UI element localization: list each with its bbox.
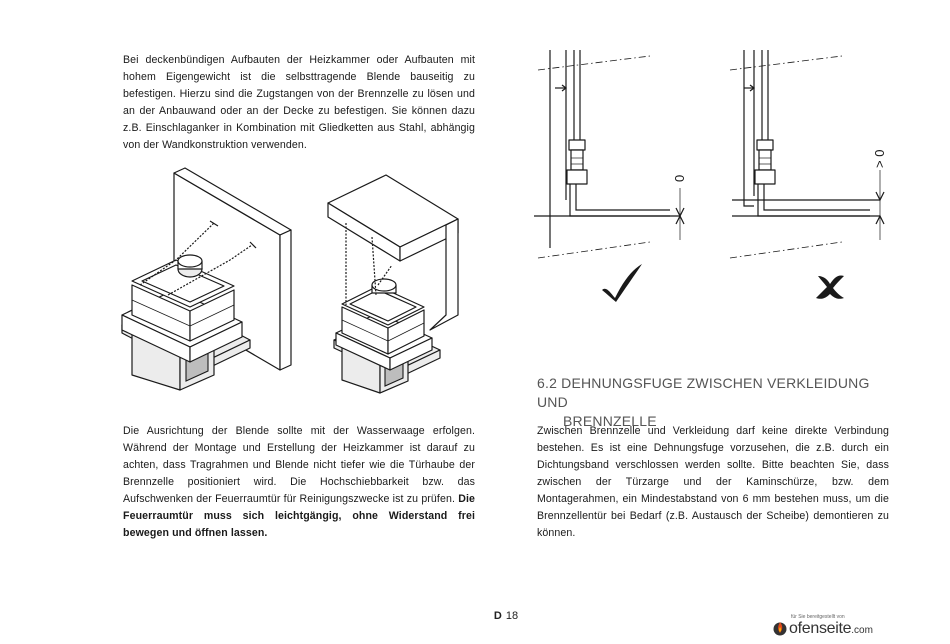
- wrong-detail: [730, 50, 887, 258]
- alignment-text: Die Ausrichtung der Blende sollte mit der Wasserwaage erfolgen. Während der Montage und Erstellung der Heizkammer ist darauf zu achten, dass Tragrahmen und Blende nicht tiefer wie die Türhaube der Brennzelle positioniert wird. Die Hochschiebbarkeit bzw. das Aufschwenken der Feuerraumtür für Reinigungszwecke ist zu prüfen.: [123, 425, 475, 505]
- door-warning-text: Die Feuerraumtür muss sich leichtgängig, ohne Widerstand frei bewegen und öffnen lassen.: [123, 493, 475, 539]
- ceiling-anchor-figure: [328, 175, 458, 393]
- alignment-paragraph: [123, 423, 475, 542]
- dim-zero-label: 0: [672, 174, 687, 182]
- heading-line-1: 6.2 DEHNUNGSFUGE ZWISCHEN VERKLEIDUNG UND: [537, 375, 870, 410]
- heading-line-2: BRENNZELLE: [563, 413, 657, 429]
- cross-mark-icon: [816, 275, 844, 298]
- wall-anchor-figure: [122, 168, 291, 390]
- dim-greater-zero-label: > 0: [872, 149, 887, 168]
- check-mark-icon: [602, 264, 642, 302]
- page-number-value: 18: [505, 610, 519, 622]
- intro-paragraph: Bei deckenbündigen Aufbauten der Heizkammer oder Aufbauten mit hohem Eigengewicht ist die selbsttragende Blende bauseitig zu befestigen. Hierzu sind die Zugstangen von der Brennzelle zu lösen und an der Anbauwand oder an der Decke zu befestigen. Sie können dazu z.B. Einschlaganker in Kombination mit Gliedketten aus Stahl, abhängig von der Wandkonstruktion verwenden.: [123, 54, 475, 151]
- expansion-joint-paragraph: Zwischen Brennzelle und Verkleidung darf keine direkte Verbindung bestehen. Es ist eine Dehnungsfuge vorzusehen, die z.B. durch ein Dichtungsband verschlossen werden sollte. Bitte beachten Sie, dass zwischen der Türzarge und der Kaminschürze, bzw. dem Montagerahmen, ein Mindestabstand von 6 mm bestehen muss, um die Brennzellentür bei Bedarf (z.B. Austausch der Scheibe) demontieren zu können.: [537, 425, 889, 539]
- brand-tagline: für Sie bereitgestellt von: [791, 614, 845, 620]
- page-label: D: [493, 610, 502, 622]
- expansion-joint-diagram: [530, 40, 900, 310]
- brand-tld: .com: [851, 625, 873, 636]
- brand-name: ofenseite: [789, 620, 852, 637]
- flame-icon: [773, 620, 787, 636]
- installation-illustration: [110, 165, 490, 395]
- brand-logo: [773, 614, 943, 640]
- correct-detail: [534, 50, 687, 258]
